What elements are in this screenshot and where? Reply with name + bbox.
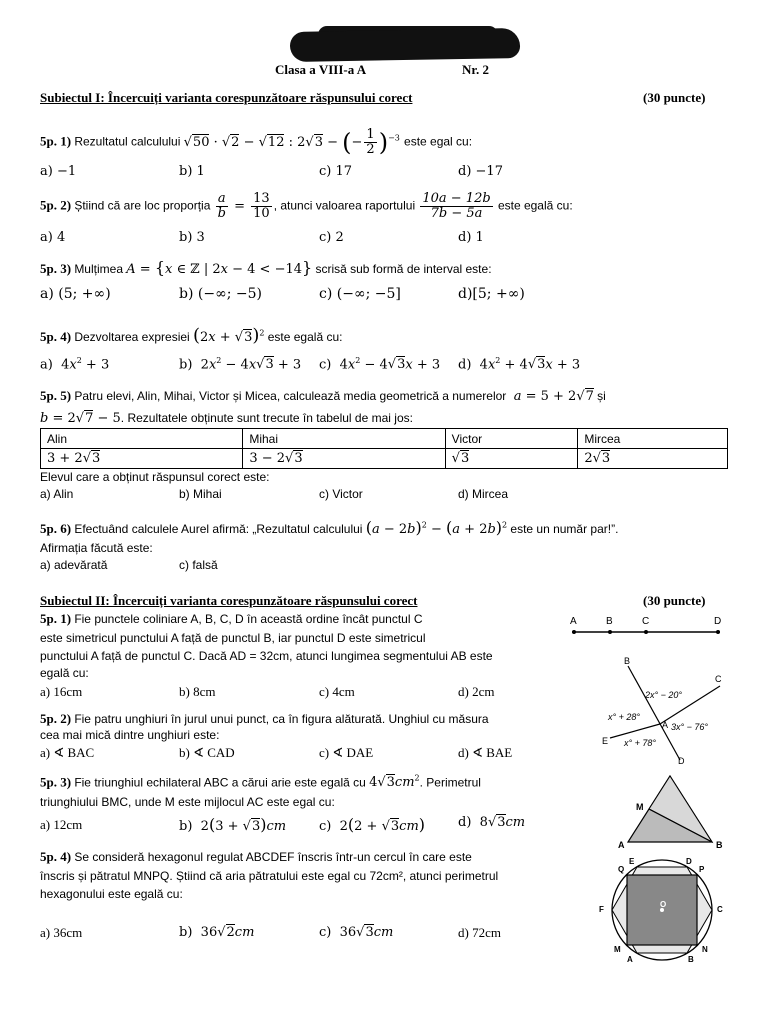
q3-text-before: Mulțimea: [74, 262, 123, 276]
table-header-cell: Victor: [445, 429, 578, 449]
s2q3-option-a[interactable]: a) 12cm: [40, 817, 83, 832]
s2q2-text-line1: Fie patru unghiuri în jurul unui punct, ca în figura alăturată. Unghiul cu măsura: [74, 712, 489, 726]
q3-label: 5p. 3): [40, 261, 72, 276]
q6-question: Afirmația făcută este:: [40, 541, 153, 555]
section2-title: Subiectul II: Încercuiți varianta corespunzătoare răspunsului corect: [40, 593, 418, 608]
s2q3-line1: 5p. 3) Fie triunghiul echilateral ABC a cărui arie este egală cu 4√ $3cm^2$. Perimetrul: [40, 774, 481, 790]
q1-option-c[interactable]: c) 17: [319, 164, 353, 179]
s2q1-option-d[interactable]: d) 2cm: [458, 684, 495, 699]
point-label: D: [714, 616, 722, 627]
q6-option-c[interactable]: c) falsă: [179, 558, 218, 572]
q4-statement: [40, 325, 342, 346]
q2-option-a[interactable]: a) 4: [40, 230, 66, 245]
q3-option-d[interactable]: d)[5; +∞): [458, 286, 525, 302]
q1-expression: √ 50 · √ 2 − √ 12 : 2√ 3 − (− $\frac{1}{2}$ )$^{-3}$: [184, 135, 404, 150]
q2-label: 5p. 2): [40, 197, 72, 213]
s2q4-option-d[interactable]: d) 72cm: [458, 925, 501, 940]
s2q3-option-b[interactable]: b) 2(3 + √ 3)cm: [179, 815, 286, 834]
s2q4-option-c[interactable]: c) 36√ 3cm: [319, 925, 393, 940]
q1-text-after: este egal cu:: [404, 134, 473, 149]
triangle-figure: [614, 770, 730, 850]
s2q1-option-b[interactable]: b) 8cm: [179, 684, 216, 699]
q4-option-c[interactable]: c) $4x^2 - 4√$ 3x + 3: [319, 356, 440, 372]
point-label: C: [642, 616, 650, 627]
section2-points: (30 puncte): [643, 593, 706, 608]
q4-option-b[interactable]: b) $2x^2 - 4x√$ 3 + 3: [179, 356, 301, 372]
svg-text:A: A: [662, 720, 669, 730]
table-cell: 3 + 2√ 3: [41, 449, 243, 469]
q2-proportion: $\frac{a}{b}$ = $\frac{13}{10}$: [217, 191, 270, 221]
q2-ratio: $\frac{10a - 12b}{7b - 5a}$: [422, 191, 491, 221]
table-header-cell: Alin: [41, 429, 243, 449]
s2q2-option-d[interactable]: d) ∢ BAE: [458, 745, 513, 760]
s2q4-text-line2: înscris și pătratul MNPQ. Știind că aria pătratului este egal cu 72cm², atunci perimetrul: [40, 869, 499, 883]
q5-statement-line1: 5p. 5) Patru elevi, Alin, Mihai, Victor și Micea, calculează media geometrică a numerelor a = 5 + 2√ 7 și: [40, 388, 606, 404]
section1-title: Subiectul I: Încercuiți varianta corespunzătoare răspunsului corect: [40, 90, 413, 105]
q4-option-a[interactable]: a) $4x^2 + 3$: [40, 356, 110, 373]
svg-text:M: M: [614, 945, 621, 954]
table-cell: 3 − 2√ 3: [243, 449, 445, 469]
q6-statement: [40, 518, 618, 537]
q3-option-c[interactable]: c) (−∞; −5]: [319, 286, 401, 302]
q1-option-b[interactable]: b) 1: [179, 164, 205, 179]
svg-text:B: B: [624, 656, 631, 666]
s2q2-line1: [40, 711, 489, 727]
svg-text:N: N: [702, 945, 708, 954]
s2q2-option-c[interactable]: c) ∢ DAE: [319, 745, 374, 760]
s2q2-label: 5p. 2): [40, 711, 72, 726]
q3-statement: [40, 258, 492, 277]
q3-set: A = {x ∈ ℤ | 2x − 4 < −14}: [126, 258, 313, 277]
q4-text-before: Dezvoltarea expresiei: [74, 330, 190, 344]
svg-text:C: C: [717, 905, 723, 914]
q2-option-d[interactable]: d) 1: [458, 230, 484, 245]
q1-statement: [40, 128, 472, 156]
q3-option-b[interactable]: b) (−∞; −5): [179, 286, 262, 302]
q2-option-b[interactable]: b) 3: [179, 230, 205, 245]
q2-text-after: este egală cu:: [497, 198, 573, 213]
angles-figure: [598, 652, 738, 772]
q6-text-after: este un număr par!”.: [510, 522, 619, 536]
q5-and-word: și: [597, 389, 606, 403]
q6-option-a[interactable]: a) adevărată: [40, 558, 108, 572]
svg-text:B: B: [688, 955, 694, 964]
hexagon-square-figure: [596, 854, 736, 966]
redaction-mark: [290, 28, 520, 62]
q5-option-b[interactable]: b) Mihai: [179, 487, 222, 501]
s2q4-text-line3: hexagonului este egală cu:: [40, 887, 183, 901]
s2q1-text-line4: egală cu:: [40, 666, 89, 680]
collinear-points-figure: [560, 612, 730, 642]
q1-option-a[interactable]: a) −1: [40, 164, 77, 179]
svg-text:O: O: [660, 900, 667, 909]
q5-option-c[interactable]: c) Victor: [319, 487, 363, 501]
s2q2-option-a[interactable]: a) ∢ BAC: [40, 745, 95, 760]
svg-text:A: A: [627, 955, 633, 964]
s2q3-text-line2: triunghiului BMC, unde M este mijlocul AC este egal cu:: [40, 795, 335, 809]
q2-text-before: Știind că are loc proporția: [74, 198, 211, 213]
q5-text-line2: . Rezultatele obținute sunt trecute în tabelul de mai jos:: [120, 411, 413, 425]
s2q2-text-line2: cea mai mică dintre unghiuri este:: [40, 728, 220, 742]
table-header-cell: Mihai: [243, 429, 445, 449]
class-label: Clasa a VIII-a A: [275, 62, 367, 77]
table-cell: 2√ 3: [578, 449, 728, 469]
s2q1-line1: [40, 611, 423, 627]
s2q3-option-d[interactable]: d) 8√ 3cm: [458, 815, 525, 830]
q6-text-before: Efectuând calculele Aurel afirmă: „Rezultatul calculului: [74, 522, 363, 536]
results-table: [40, 428, 728, 469]
q5-option-a[interactable]: a) Alin: [40, 487, 74, 501]
q6-label: 5p. 6): [40, 521, 72, 536]
svg-text:Q: Q: [618, 865, 625, 874]
q3-option-a[interactable]: a) (5; +∞): [40, 286, 111, 302]
s2q4-line1: [40, 849, 472, 865]
q5-label: 5p. 5): [40, 388, 72, 403]
s2q1-option-a[interactable]: a) 16cm: [40, 684, 83, 699]
svg-text:E: E: [629, 857, 635, 866]
q5-statement-line2: b = 2√ 7 − 5. Rezultatele obținute sunt trecute în tabelul de mai jos:: [40, 410, 413, 426]
s2q1-option-c[interactable]: c) 4cm: [319, 684, 355, 699]
section1-points: (30 puncte): [643, 90, 706, 105]
table-header-cell: Mircea: [578, 429, 728, 449]
s2q4-option-a[interactable]: a) 36cm: [40, 925, 83, 940]
svg-text:E: E: [602, 736, 609, 746]
q3-text-after: scrisă sub formă de interval este:: [315, 262, 492, 276]
svg-text:D: D: [686, 857, 692, 866]
q2-statement: [40, 192, 573, 220]
svg-text:D: D: [678, 756, 685, 766]
q1-option-d[interactable]: d) −17: [458, 164, 503, 179]
q4-label: 5p. 4): [40, 329, 72, 344]
svg-text:P: P: [699, 865, 705, 874]
point-label: A: [570, 616, 577, 627]
q5-text-line1: Patru elevi, Alin, Mihai, Victor și Micea, calculează media geometrică a numerelor: [74, 389, 507, 403]
svg-text:2x° − 20°: 2x° − 20°: [645, 690, 682, 700]
q2-option-c[interactable]: c) 2: [319, 230, 344, 245]
s2q4-option-b[interactable]: b) 36√ 2cm: [179, 925, 254, 940]
table-cell: √ 3: [445, 449, 578, 469]
number-label: Nr. 2: [462, 62, 489, 77]
q5-question: Elevul care a obținut răspunsul corect este:: [40, 470, 270, 484]
s2q1-text-line2: este simetricul punctului A față de punctul B, iar punctul D este simetricul: [40, 631, 426, 645]
table-row: [41, 429, 728, 449]
svg-text:M: M: [636, 802, 644, 812]
point-label: B: [606, 616, 613, 627]
svg-text:x° + 78°: x° + 78°: [624, 738, 656, 748]
q6-expression: $(a - 2b)^2 - (a + 2b)^2$: [365, 518, 508, 537]
svg-text:x° + 28°: x° + 28°: [608, 712, 640, 722]
s2q2-option-b[interactable]: b) ∢ CAD: [179, 745, 235, 760]
svg-text:B: B: [716, 840, 723, 850]
q4-expression: (2x + √ 3)$^2$: [193, 330, 265, 345]
s2q3-text-line1: Fie triunghiul echilateral ABC a cărui arie este egală cu: [74, 775, 366, 790]
q2-text-mid: , atunci valoarea raportului: [273, 198, 416, 213]
s2q4-text-line1: Se consideră hexagonul regulat ABCDEF înscris într-un cercul în care este: [74, 850, 472, 864]
q1-label: 5p. 1): [40, 133, 72, 149]
s2q3-label: 5p. 3): [40, 774, 72, 790]
svg-text:3x° − 76°: 3x° − 76°: [671, 722, 708, 732]
s2q4-label: 5p. 4): [40, 849, 72, 864]
q1-text-before: Rezultatul calculului: [74, 134, 181, 149]
q5-option-d[interactable]: d) Mircea: [458, 487, 509, 501]
q4-text-after: este egală cu:: [267, 330, 343, 344]
s2q1-label: 5p. 1): [40, 611, 72, 626]
svg-text:A: A: [618, 840, 625, 850]
q4-option-d[interactable]: d) $4x^2 + 4√$ 3x + 3: [458, 356, 580, 372]
s2q1-text-line1: Fie punctele coliniare A, B, C, D în această ordine încât punctul C: [74, 612, 423, 626]
s2q3-text-line1b: . Perimetrul: [419, 775, 481, 790]
svg-text:C: C: [715, 674, 722, 684]
table-row: [41, 449, 728, 469]
s2q3-option-c[interactable]: c) 2(2 + √ 3cm): [319, 815, 425, 834]
svg-text:F: F: [599, 905, 604, 914]
s2q1-text-line3: punctului A față de punctul C. Dacă AD = 32cm, atunci lungimea segmentului AB este: [40, 649, 493, 663]
